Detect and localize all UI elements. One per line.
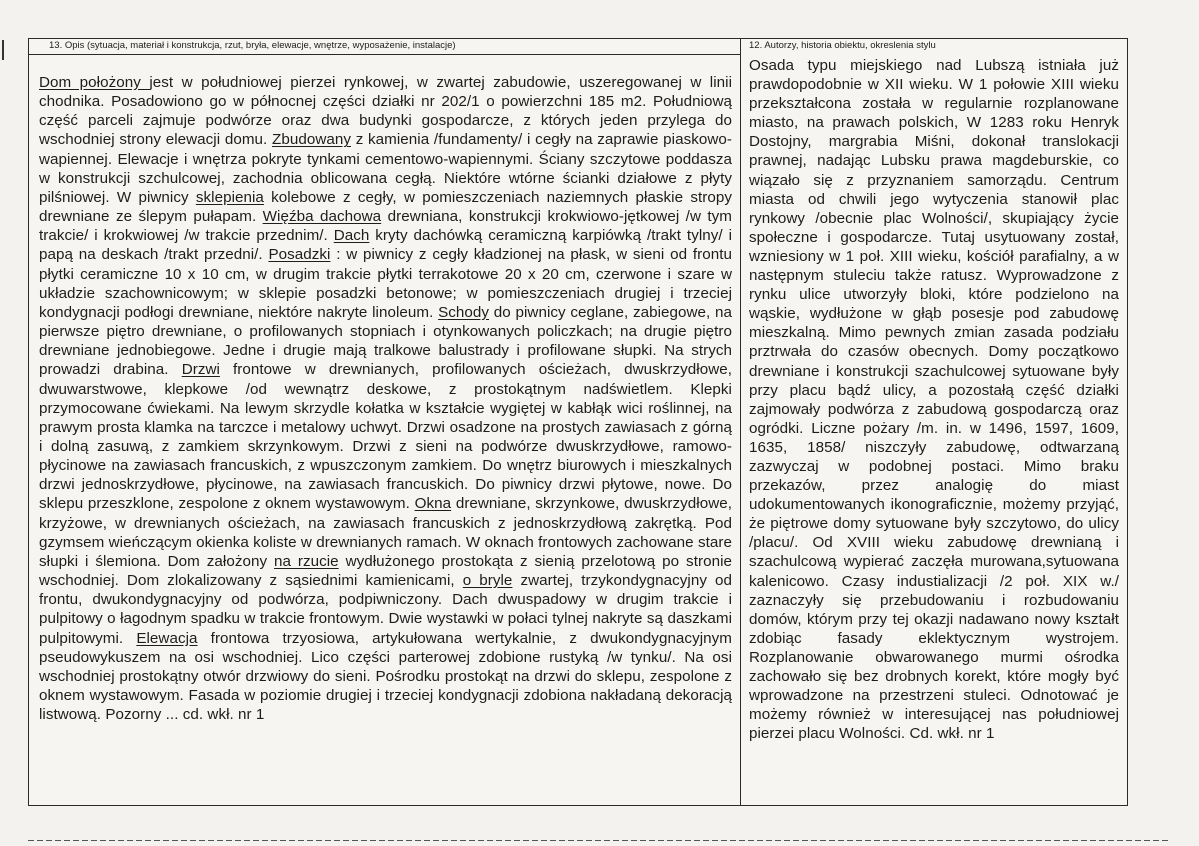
description-segment: frontowe w drewnianych, profilowanych ościeżach, dwuskrzydłowe, dwuwarstwowe, klepkowe /od wewnątrz deskowe, z prostokątnym nadświetlem. Klepki przymocowane ćwiekami. Na lewym skrzydle kołatka w kształcie wygiętej w kabłąk wici roślinnej, na prawym prosta klamka na tarczce i metalowy uchwyt. Drzwi osadzone na prostych zawiasach z górną i dolną zasuwą, z zamkiem skrzynkowym. Drzwi z sieni na podwórze dwuskrzydłowe, ramowo- płycinowe na zawiasach francuskich, z wpuszczonym zamkiem. Do wnętrz biurowych i mieszkalnych drzwi jednoskrzydłowe, płycinowe, na zawiasach francuskich. Do piwnicy drzwi płytowe, nowe. Do sklepu przeszklone, zespolone z oknem wystawowym.	[39, 361, 732, 513]
history-column	[741, 39, 1127, 805]
scan-edge-mark	[2, 40, 4, 60]
history-text: Osada typu miejskiego nad Lubszą istniała już prawdopodobnie w XII wieku. W 1 połowie XIII wieku przekształcona została w regularnie rozplanowane miasto, na prawach polskich, W 1283 roku Henryk Dostojny, margrabia Miśni, dokonał translokacji prawnej, nadając Lubsku prawa magdeburskie, co wiązało się z przyznaniem samorządu. Centrum miasta od chwili jego wytyczenia stanowił plac rynkowy /obecnie plac Wolności/, skupiający życie społeczne i gospodarcze. Tutaj usytuowany został, wzniesiony w 1 poł. XIII wieku, kościół parafialny, a w następnym stuleciu także ratusz. Wyprowadzone z rynku ulice utworzyły bloki, które podzielono na wąskie, wydłużone w głąb posesje pod zabudowę mieszkalną. Mimo pewnych zmian zasada podziału prztrwała do czasów obecnych. Domy początkowo drewniane i konstrukcji szachulcowej sytuowane były przy placu bądź ulicy, a pozostałą część działki zajmowały podwórza z zabudową gospodarczą oraz ogródki. Liczne pożary /m. in. w 1496, 1597, 1609, 1635, 1858/ niszczyły zabudowę, odtwarzaną zazwyczaj w podobnej postaci. Mimo braku przekazów, przez analogię do miast udokumentowanych ikonograficznie, możemy przyjąć, że piętrowe domy sytuowane były szczytowo, do ulicy /placu/. Od XVIII wieku zabudowę drewnianą i szachulcową wypierać zaczęła murowana,sytuowana kalenicowo. Czasy industializacji /2 poł. XIX w./ zaznaczyły się przebudowaniu i rozbudowaniu domów, którym przy tej okazji nadawano nowy kształt zdobiąc fasady eklektycznym wystrojem. Rozplanowanie obwarowanego murmi ośrodka zachowało się bez drobnych korekt, które mogły być wprowadzone na przestrzeni stuleci. Odnotować je możemy również w interesującej nas południowej pierzei placu Wolności. Cd. wkł. nr 1	[749, 57, 1119, 743]
section-keyword: Elewacja	[136, 629, 198, 647]
section-keyword: Schody	[438, 303, 490, 321]
section-keyword: na rzucie	[273, 552, 339, 570]
section-keyword: Dom położony	[39, 74, 150, 91]
section-keyword: Posadzki	[268, 246, 331, 264]
section-keyword: Dach	[333, 227, 370, 245]
description-header: 13. Opis (sytuacja, materiał i konstrukcja, rzut, bryła, elewacje, wnętrze, wyposażenie, instalacje)	[29, 39, 740, 55]
section-keyword: sklepienia	[195, 188, 264, 206]
description-segment: wydłużonego prostokąta z sienią przelotową po stronie wschodniej. Dom zlokalizowany z sąsiednimi kamienicami,	[39, 552, 732, 590]
description-segment: : w piwnicy z cegły kładzionej na płask, w sieni od frontu płytki ceramiczne 10 x 10 cm, w drugim trakcie płytki terrakotowe 20 x 20 cm, czerwone i szare w układzie szachownicowym; w sklepie posadzki betonowe; w pomieszczeniach drugiej i trzeciej kondygnacji podłogi drewniane, niektóre nakryte linoleum.	[39, 246, 732, 321]
description-segment: zwartej, trzykondygnacyjny od frontu, dwukondygnacyjny od podwórza, podpiwniczony. Dach dwuspadowy w drugim trakcie i pulpitowy o łagodnym spadku w trakcie frontowym. Dwie wystawki w połaci tylnej nakryte są daszkami pulpitowymi.	[39, 572, 733, 647]
description-column	[29, 39, 741, 805]
description-segment: jest w południowej pierzei rynkowej, w zwartej zabudowie, uszeregowanej w linii chodnika. Posadowiono go w północnej części działki nr 202/1 o powierzchni 185 m2. Południową część parceli zajmuje podwórze oraz dwa budynki gospodarcze, z których jeden przylega do wschodniej strony elewacji domu.	[39, 74, 732, 149]
description-segment: drewniana, konstrukcji krokwiowo-jętkowej /w tym trakcie/ i krokwiowej /w trakcie przednim/.	[39, 208, 732, 245]
description-segment: kryty dachówką ceramiczną karpiówką /trakt tylny/ i papą na deskach /trakt przedni/.	[39, 227, 733, 264]
description-segment: frontowa trzyosiowa, artykułowana wertykalnie, z dwukondygnacyjnym pseudowykuszem na osi wschodniej. Lico części parterowej zdobione rustyką /w tynku/. Na osi wschodniej prostokątny otwór drzwiowy do sieni. Pośrodku prostokąt na drzwi do sklepu, zespolone z oknem wystawowym. Fasada w poziomie drugiej i trzeciej kondygnacji zdobiona nakładaną dekoracją listwową. Pozorny ... cd. wkł. nr 1	[39, 629, 732, 724]
bottom-dashed-rule	[28, 840, 1168, 841]
section-keyword: Więźba dachowa	[262, 208, 382, 226]
section-keyword: Zbudowany	[272, 131, 351, 149]
description-segment: kolebowe z cegły, w pomieszczeniach naziemnych płaskie stropy drewniane ze ślepym pułapam.	[39, 188, 732, 226]
description-segment: z kamienia /fundamenty/ i cegły na zaprawie piaskowo-wapiennej. Elewacje i wnętrza pokryte tynkami cementowo-wapiennymi. Ściany szczytowe poddasza w konstrukcji szchulcowej, zachodnia oblicowana cegłą. Niektóre wtórne ścianki działowe z płyty pilśniowej. W piwnicy	[39, 131, 732, 206]
section-keyword: Drzwi	[181, 361, 220, 379]
history-header: 12. Autorzy, historia obiektu, okreslenia stylu	[749, 40, 936, 51]
section-keyword: Okna	[414, 495, 452, 513]
description-segment: do piwnicy ceglane, zabiegowe, na pierwsze piętro drewniane, o profilowanych stopniach i otynkowanych policzkach; na drugie piętro drewniane jednobiegowe. Jedne i drugie mają tralkowe balustrady i profilowane słupki. Na strych prowadzi drabina.	[39, 303, 732, 379]
description-text	[29, 55, 740, 724]
section-keyword: o bryle	[462, 572, 513, 590]
record-card	[28, 38, 1128, 806]
description-segment: drewniane, skrzynkowe, dwuskrzydłowe, krzyżowe, w drewnianych ościeżach, na zawiasach francuskich z jednoskrzydłową zakrętką. Pod gzymsem wieńczącym okienka koliste w drewnianych ramach. W oknach frontowych zachowane stare słupki i ślemiona. Dom założony	[39, 495, 732, 570]
